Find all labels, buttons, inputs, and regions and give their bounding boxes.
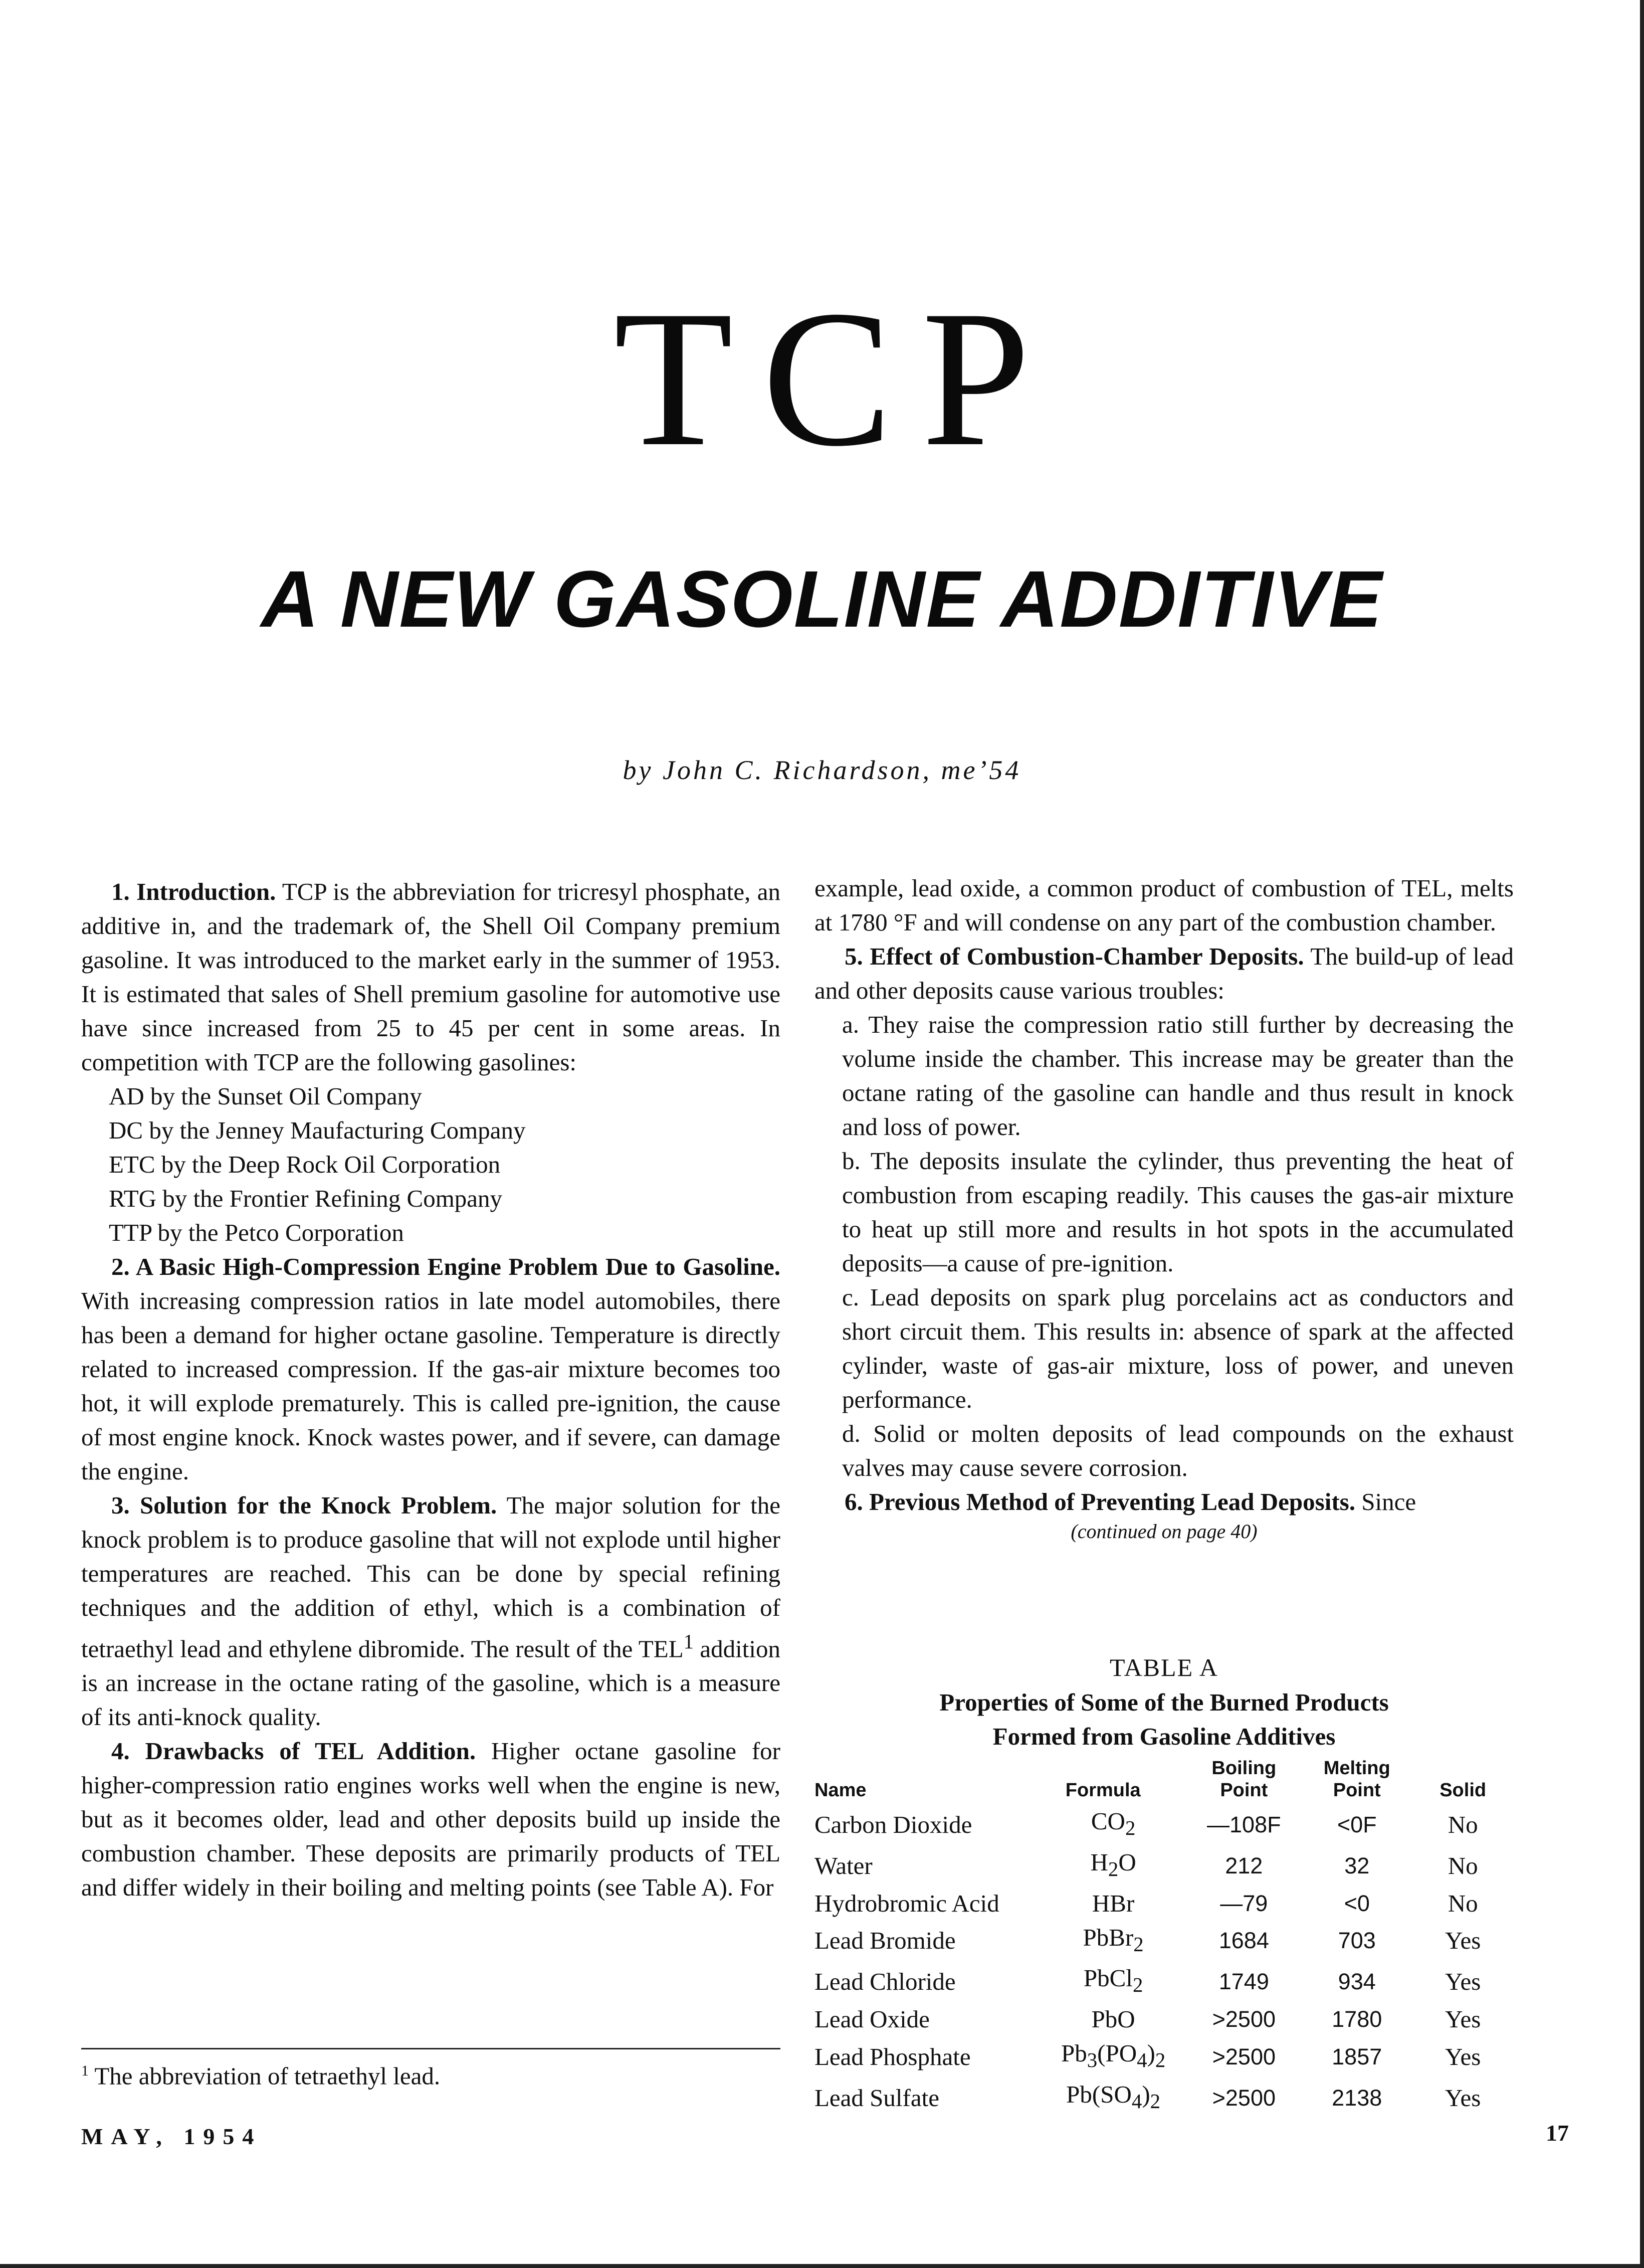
header-line: Boiling xyxy=(1211,1758,1277,1779)
footnote-text: The abbreviation of tetraethyl lead. xyxy=(89,2062,441,2090)
table-row xyxy=(814,1845,1514,1886)
formula-part: PbO xyxy=(1091,2005,1135,2033)
formula-part: HBr xyxy=(1092,1889,1135,1917)
section-body: The build-up of lead and other deposits cause various troubles: xyxy=(814,942,1514,1004)
cell-formula xyxy=(1041,1804,1186,1845)
article-byline: by John C. Richardson, me’54 xyxy=(623,755,1021,785)
formula-subscript: 2 xyxy=(1108,1857,1119,1880)
formula-part: PbCl xyxy=(1083,1964,1133,1992)
formula-part: Pb xyxy=(1061,2039,1087,2067)
formula-subscript: 2 xyxy=(1150,2090,1161,2113)
table-row xyxy=(814,1804,1514,1845)
formula-part: H xyxy=(1090,1848,1108,1876)
section-introduction xyxy=(81,875,780,1079)
table-row xyxy=(814,1961,1514,2002)
cell-melting-point: 1857 xyxy=(1332,2044,1382,2070)
list-item: AD by the Sunset Oil Company xyxy=(109,1082,422,1110)
properties-table xyxy=(814,1757,1514,2119)
formula-part: (PO xyxy=(1097,2039,1137,2067)
section-heading: 6. Previous Method of Preventing Lead Deposits. xyxy=(845,1488,1355,1516)
cell-melting-point: 934 xyxy=(1338,1969,1376,1995)
section-heading: 2. A Basic High-Compression Engine Problem Due to Gasoline. xyxy=(111,1253,780,1280)
cell-formula xyxy=(1041,1961,1186,2002)
footnote-marker: 1 xyxy=(81,2062,89,2079)
cell-boiling-point: 1749 xyxy=(1218,1969,1269,1995)
cell-solid: Yes xyxy=(1445,2043,1481,2071)
cell-solid: No xyxy=(1448,1810,1478,1838)
cell-solid: No xyxy=(1448,1851,1478,1879)
issue-date: MAY, 1954 xyxy=(81,2124,262,2149)
scan-edge-bottom xyxy=(0,2264,1644,2268)
cell-melting-point: 2138 xyxy=(1332,2085,1382,2111)
list-item: c. Lead deposits on spark plug porcelains act as conductors and short circuit them. This results in: absence of spark at the affected cylinder, waste of gas-air mixture, loss of power, and uneven performance. xyxy=(842,1283,1514,1413)
footnote-ref: 1 xyxy=(683,1630,694,1653)
cell-formula xyxy=(1041,1845,1186,1886)
cell-solid: No xyxy=(1448,1889,1478,1917)
cell-boiling-point: —108F xyxy=(1207,1811,1281,1837)
formula-subscript: 2 xyxy=(1125,1816,1136,1839)
section-body: TCP is the abbreviation for tricresyl phosphate, an additive in, and the trademark of, the Shell Oil Company premium gasoline. It was introduced to the market early in the summer of 1953. It is estimated that sales of Shell premium gasoline for automotive use have since increased from 25 to 45 per cent in some areas. In competition with TCP are the following gasolines: xyxy=(81,878,781,1076)
table-row xyxy=(814,1886,1514,1921)
competitor-list xyxy=(81,1079,780,1250)
formula-part: CO xyxy=(1091,1807,1125,1835)
cell-name: Lead Bromide xyxy=(814,1927,956,1955)
cell-solid: Yes xyxy=(1445,2005,1481,2033)
formula-subscript: 3 xyxy=(1087,2048,1098,2071)
formula-part: ) xyxy=(1142,2080,1150,2108)
page-number: 17 xyxy=(1546,2120,1569,2146)
cell-name: Hydrobromic Acid xyxy=(814,1889,999,1917)
cell-formula xyxy=(1041,2077,1186,2119)
cell-formula xyxy=(1041,2036,1186,2077)
section-body: The major solution for the knock problem is to produce gasoline that will not explode until higher temperatures are reached. This can be done by special refining techniques and the addition of ethyl, which is a combination of tetraethyl lead and ethylene dibromide. The result of the TEL xyxy=(81,1491,781,1663)
section-body: Since xyxy=(1355,1488,1416,1516)
cell-formula xyxy=(1041,1921,1186,1962)
section-tel-drawbacks-continued: example, lead oxide, a common product of combustion of TEL, melts at 1780 °F and will condense on any part of the combustion chamber. xyxy=(814,874,1514,936)
cell-boiling-point: >2500 xyxy=(1212,2085,1276,2111)
cell-melting-point: 1780 xyxy=(1332,2006,1382,2032)
table-header-row xyxy=(814,1757,1514,1804)
cell-melting-point: 32 xyxy=(1344,1852,1370,1878)
section-body: addition is an increase in the octane rating of the gasoline, which is a measure of its anti-knock quality. xyxy=(81,1635,780,1731)
table-row xyxy=(814,1921,1514,1962)
cell-name: Carbon Dioxide xyxy=(814,1810,972,1838)
section-deposit-effects xyxy=(814,939,1514,1008)
section-body: With increasing compression ratios in late model automobiles, there has been a demand for higher octane gasoline. Temperature is directly related to increased compression. If the gas-air mixture becomes too hot, it will explode prematurely. This is called pre-ignition, the cause of most engine knock. Knock wastes power, and if severe, can damage the engine. xyxy=(81,1287,780,1485)
list-item: RTG by the Frontier Refining Company xyxy=(109,1185,503,1212)
list-item: a. They raise the compression ratio still further by decreasing the volume inside the chamber. This increase may be greater than the octane rating of the gasoline can handle and thus result in knock and loss of power. xyxy=(842,1011,1514,1141)
formula-subscript: 2 xyxy=(1133,1933,1144,1956)
cell-name: Lead Oxide xyxy=(814,2005,930,2033)
article-title: TCP xyxy=(613,270,1060,487)
left-column xyxy=(81,875,780,1905)
cell-name: Lead Sulfate xyxy=(814,2084,939,2112)
header-line: Point xyxy=(1333,1780,1381,1801)
formula-subscript: 2 xyxy=(1132,1974,1143,1997)
cell-boiling-point: —79 xyxy=(1220,1890,1268,1916)
list-item: TTP by the Petco Corporation xyxy=(109,1219,404,1246)
formula-part: O xyxy=(1118,1848,1136,1876)
header-boiling-point xyxy=(1186,1757,1302,1804)
cell-solid: Yes xyxy=(1445,1968,1481,1996)
formula-subscript: 4 xyxy=(1131,2090,1142,2113)
formula-part: Pb(SO xyxy=(1066,2080,1132,2108)
continued-note: (continued on page 40) xyxy=(1071,1520,1258,1543)
header-line: Melting xyxy=(1323,1758,1390,1779)
cell-melting-point: <0 xyxy=(1344,1890,1370,1916)
table-caption-line: Formed from Gasoline Additives xyxy=(992,1723,1336,1750)
cell-name: Lead Phosphate xyxy=(814,2043,971,2071)
cell-solid: Yes xyxy=(1445,1927,1481,1955)
formula-part: PbBr xyxy=(1083,1923,1134,1951)
formula-part: ) xyxy=(1147,2039,1155,2067)
formula-subscript: 4 xyxy=(1137,2048,1147,2071)
list-item: ETC by the Deep Rock Oil Corporation xyxy=(109,1151,501,1178)
cell-name: Lead Chloride xyxy=(814,1968,956,1996)
header-name: Name xyxy=(814,1780,867,1801)
cell-name: Water xyxy=(814,1851,873,1879)
section-previous-method xyxy=(814,1485,1514,1519)
section-knock-solution xyxy=(81,1488,780,1734)
cell-boiling-point: 212 xyxy=(1225,1852,1263,1878)
cell-boiling-point: >2500 xyxy=(1212,2006,1276,2032)
table-caption xyxy=(814,1685,1514,1754)
cell-solid: Yes xyxy=(1445,2084,1481,2112)
table-row xyxy=(814,2002,1514,2036)
section-tel-drawbacks xyxy=(81,1734,780,1905)
cell-formula xyxy=(1041,2002,1186,2036)
section-compression-problem xyxy=(81,1250,780,1488)
header-solid: Solid xyxy=(1440,1780,1487,1801)
cell-formula xyxy=(1041,1886,1186,1921)
cell-melting-point: 703 xyxy=(1338,1928,1376,1954)
formula-subscript: 2 xyxy=(1155,2048,1166,2071)
list-item: DC by the Jenney Maufacturing Company xyxy=(109,1116,526,1144)
footnote xyxy=(81,2055,780,2092)
cell-boiling-point: 1684 xyxy=(1218,1928,1269,1954)
table-row xyxy=(814,2077,1514,2119)
section-heading: 3. Solution for the Knock Problem. xyxy=(111,1491,497,1519)
table-row xyxy=(814,2036,1514,2077)
table-caption-line: Properties of Some of the Burned Products xyxy=(939,1688,1389,1716)
right-column xyxy=(814,871,1514,1544)
header-line: Point xyxy=(1220,1780,1268,1801)
table-title: TABLE A xyxy=(1110,1653,1218,1681)
cell-melting-point: <0F xyxy=(1337,1811,1377,1837)
deposit-effects-list xyxy=(814,1008,1514,1485)
list-item: b. The deposits insulate the cylinder, thus preventing the heat of combustion from escaping readily. This causes the gas-air mixture to heat up still more and results in hot spots in the accumulated deposits—a cause of pre-ignition. xyxy=(842,1147,1514,1277)
header-melting-point xyxy=(1302,1757,1412,1804)
footnote-divider xyxy=(81,2048,780,2049)
header-formula: Formula xyxy=(1065,1780,1141,1801)
cell-boiling-point: >2500 xyxy=(1212,2044,1276,2070)
article-subtitle: A NEW GASOLINE ADDITIVE xyxy=(261,554,1383,644)
section-heading: 1. Introduction. xyxy=(111,878,276,905)
list-item: d. Solid or molten deposits of lead compounds on the exhaust valves may cause severe corrosion. xyxy=(842,1420,1514,1481)
section-body: Higher octane gasoline for higher-compression ratio engines works well when the engine is new, but as it becomes older, lead and other deposits build up inside the combustion chamber. These deposits are primarily products of TEL and differ widely in their boiling and melting points (see Table A). For xyxy=(81,1737,780,1902)
section-heading: 4. Drawbacks of TEL Addition. xyxy=(111,1737,476,1765)
section-heading: 5. Effect of Combustion-Chamber Deposits. xyxy=(845,942,1304,970)
